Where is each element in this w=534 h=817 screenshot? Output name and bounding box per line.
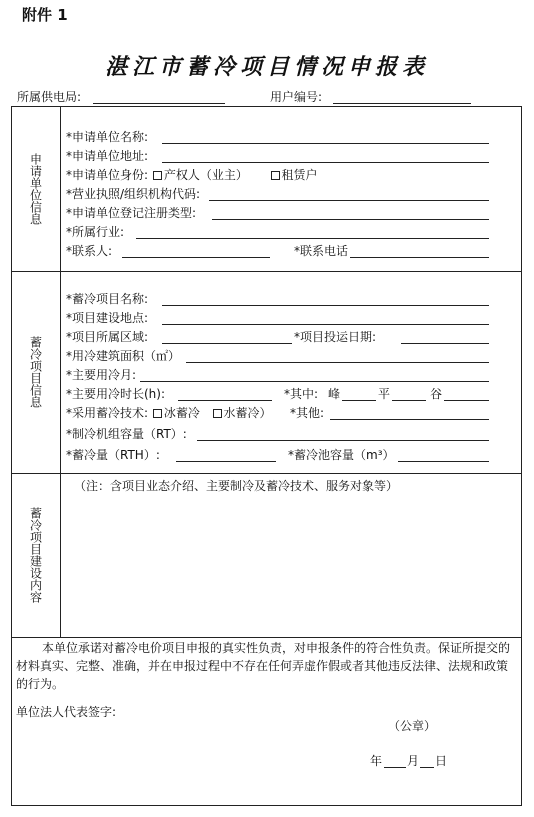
months-field[interactable] [140,381,489,382]
project-site-field[interactable] [162,324,489,325]
other-label: *其他: [290,406,325,420]
reg-type-label: *申请单位登记注册类型: [66,206,197,220]
bureau-label: 所属供电局: [17,90,82,104]
bureau-field[interactable] [93,103,225,104]
phone-label: *联系电话 [294,244,349,258]
pool-label: *蓄冷池容量（m³） [288,448,395,462]
attachment-label: 附件 1 [22,6,68,24]
user-id-label: 用户编号: [270,90,323,104]
project-name-field[interactable] [162,305,489,306]
pool-field[interactable] [398,461,489,462]
tech-row [66,404,272,421]
storage-label: *蓄冷量（RTH）: [66,448,160,462]
phone-field[interactable] [350,257,489,258]
industry-label: *所属行业: [66,225,125,239]
hours-label: *主要用冷时长(h): [66,387,166,401]
applicant-identity-row [66,166,318,183]
peak-label: 峰 [328,387,341,401]
project-area-label: *项目所属区域: [66,330,149,344]
applicant-identity-label: *申请单位身份: [66,168,149,182]
applicant-address-label: *申请单位地址: [66,149,149,163]
tech-label: *采用蓄冷技术: [66,406,149,420]
among-label: *其中: [284,387,319,401]
valley-label: 谷 [430,387,443,401]
applicant-name-field[interactable] [162,143,489,144]
tenant-option-label: 租赁户 [281,168,318,182]
floor-area-field[interactable] [186,362,489,363]
section-label-applicant: 申请单位信息 [28,153,43,225]
date-year-label: 年 [370,754,383,768]
peak-field[interactable] [342,400,376,401]
content-note: （注：含项目业态介绍、主要制冷及蓄冷技术、服务对象等） [74,479,399,493]
project-date-field[interactable] [401,343,489,344]
seal-label: （公章） [388,719,437,733]
floor-area-label: *用冷建筑面积（㎡） [66,349,181,363]
date-day-label: 日 [435,754,448,768]
signature-field[interactable] [122,701,322,719]
project-site-label: *项目建设地点: [66,311,149,325]
project-date-label: *项目投运日期: [294,330,377,344]
section-label-content: 蓄冷项目建设内容 [28,507,43,603]
hours-field[interactable] [178,400,272,401]
contact-field[interactable] [122,257,270,258]
flat-field[interactable] [392,400,426,401]
capacity-field[interactable] [197,440,489,441]
tenant-checkbox[interactable] [271,171,280,180]
ice-storage-label: 冰蓄冷 [163,406,200,420]
water-storage-label: 水蓄冷） [223,406,272,420]
project-name-label: *蓄冷项目名称: [66,292,149,306]
months-label: *主要用冷月: [66,368,137,382]
applicant-name-label: *申请单位名称: [66,130,149,144]
flat-label: 平 [378,387,391,401]
industry-field[interactable] [136,238,489,239]
date-month-field[interactable] [384,767,406,768]
ice-storage-checkbox[interactable] [153,409,162,418]
declaration-text: 本单位承诺对蓄冷电价项目申报的真实性负责，对申报条件的符合性负责。保证所提交的材料真实、完整、准确，并在申报过程中不存在任何弄虚作假或者其他违反法律、法规和政策的行为。 [16,641,511,691]
license-field[interactable] [209,200,489,201]
project-area-field[interactable] [162,343,292,344]
label-column-divider [60,107,61,637]
section-divider-2 [12,473,521,474]
date-day-field[interactable] [420,767,434,768]
applicant-address-field[interactable] [162,162,489,163]
water-storage-checkbox[interactable] [213,409,222,418]
section-divider-1 [12,271,521,272]
other-field[interactable] [330,419,489,420]
license-label: *营业执照/组织机构代码: [66,187,201,201]
user-id-field[interactable] [333,103,471,104]
reg-type-field[interactable] [212,219,489,220]
section-divider-3 [12,637,521,638]
storage-field[interactable] [176,461,276,462]
application-table [11,106,522,806]
section-label-project: 蓄冷项目信息 [28,336,43,408]
capacity-label: *制冷机组容量（RT）: [66,427,187,441]
date-month-label: 月 [407,754,420,768]
form-title: 湛江市蓄冷项目情况申报表 [104,54,429,80]
valley-field[interactable] [444,400,489,401]
contact-label: *联系人: [66,244,113,258]
signature-label: 单位法人代表签字: [16,705,117,719]
owner-checkbox[interactable] [153,171,162,180]
content-text-area[interactable] [62,495,517,633]
owner-option-label: 产权人（业主） [163,168,248,182]
